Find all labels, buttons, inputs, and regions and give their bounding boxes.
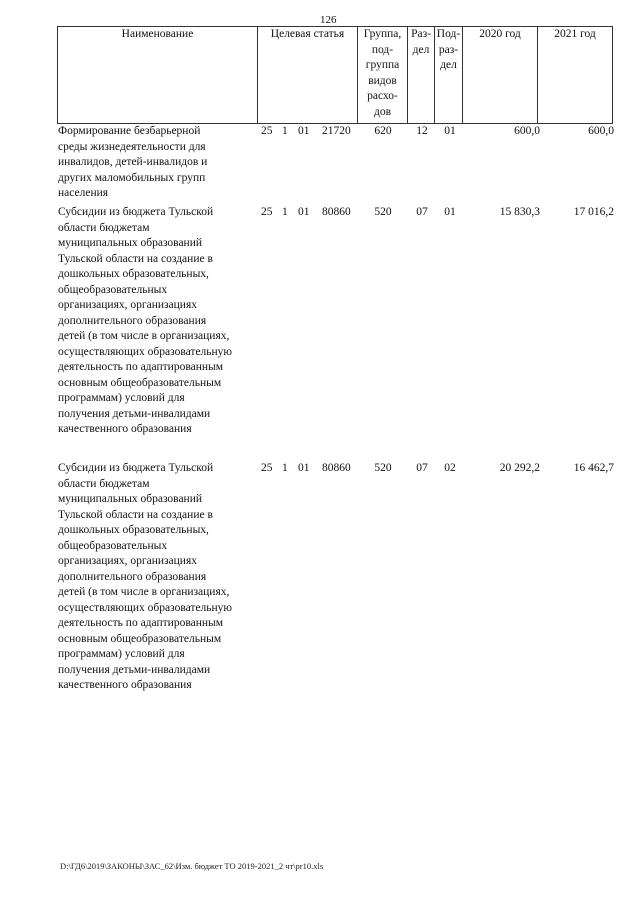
row-name-line: получения детьми-инвалидами <box>58 407 211 420</box>
row-name-line: осуществляющих образовательную <box>58 601 233 614</box>
header-group-line: дов <box>373 105 392 118</box>
header-subsection-line: раз- <box>438 43 459 56</box>
row-name-line: других маломобильных групп <box>58 171 206 184</box>
row-section: 07 <box>416 462 428 474</box>
row-value-2021: 17 016,2 <box>573 206 614 218</box>
row-name-line: детей (в том числе в организациях, <box>58 330 230 342</box>
row-subsection: 02 <box>444 462 456 474</box>
header-target <box>257 27 357 123</box>
header-section-line: Раз- <box>411 28 431 40</box>
row-name-line: инвалидов, детей-инвалидов и <box>58 156 208 168</box>
row-value-2020: 15 830,3 <box>499 206 540 218</box>
header-group <box>357 27 407 123</box>
row-name-line: муниципальных образований <box>58 493 203 505</box>
page-number: 126 <box>320 14 337 26</box>
row-target-program: 25 <box>261 462 273 474</box>
header-subsection-line: дел <box>440 59 457 71</box>
header-subsection <box>434 27 462 123</box>
header-group-line: под- <box>371 43 394 56</box>
row-subsection: 01 <box>444 125 456 137</box>
header-2020 <box>462 27 537 123</box>
row-name <box>58 461 266 694</box>
header-2020-label: 2020 год <box>479 28 521 40</box>
row-target-subprogram: 1 <box>282 206 288 218</box>
row-name-line: дополнительного образования <box>58 314 207 327</box>
row-name-line: Формирование безбарьерной <box>58 125 201 137</box>
row-target-subprogram: 1 <box>282 125 288 137</box>
row-subsection: 01 <box>444 206 456 218</box>
header-group-line: Группа, <box>363 28 402 40</box>
row-name-line: дошкольных образовательных, <box>58 524 209 536</box>
row-target-event: 01 <box>298 462 310 474</box>
row-name-line: деятельность по адаптированным <box>58 361 224 373</box>
row-name-line: муниципальных образований <box>58 237 203 249</box>
row-target-event: 01 <box>298 206 310 218</box>
row-target-subprogram: 1 <box>282 462 288 474</box>
row-target-code: 80860 <box>322 206 351 218</box>
row-value-2020: 600,0 <box>514 125 540 137</box>
row-section: 12 <box>416 125 428 137</box>
header-group-line: группа <box>365 59 400 71</box>
header-name <box>57 27 257 123</box>
row-name-line: дошкольных образовательных, <box>58 268 209 280</box>
row-name-line: осуществляющих образовательную <box>58 345 233 358</box>
row-value-2021: 16 462,7 <box>573 462 614 474</box>
row-target-code: 80860 <box>322 462 351 474</box>
row-name-line: программам) условий для <box>58 648 185 660</box>
row-name-line: качественного образования <box>58 679 192 691</box>
row-target-program: 25 <box>261 125 273 137</box>
header-group-line: видов <box>368 74 397 87</box>
header-group-line: расхо- <box>367 90 398 102</box>
row-name-line: деятельность по адаптированным <box>58 617 224 629</box>
header-subsection-line: Под- <box>436 28 461 40</box>
row-target-event: 01 <box>298 125 310 137</box>
row-name-line: области бюджетам <box>58 221 150 234</box>
row-name <box>58 124 266 202</box>
row-name-line: среды жизнедеятельности для <box>58 140 206 153</box>
row-name-line: Субсидии из бюджета Тульской <box>58 462 214 474</box>
row-name-line: общеобразовательных <box>58 283 168 296</box>
row-name-line: программам) условий для <box>58 392 185 404</box>
row-name-line: организациях, организациях <box>58 299 197 311</box>
row-name-line: основным общеобразовательным <box>58 632 222 645</box>
row-target-program: 25 <box>261 206 273 218</box>
row-target-code: 21720 <box>322 125 351 137</box>
row-name-line: области бюджетам <box>58 477 150 490</box>
row-name-line: детей (в том числе в организациях, <box>58 586 230 598</box>
row-name-line: Тульской области на создание в <box>58 508 213 521</box>
row-name-line: общеобразовательных <box>58 539 168 552</box>
row-value-2020: 20 292,2 <box>499 462 540 474</box>
row-name-line: дополнительного образования <box>58 570 207 583</box>
row-name-line: населения <box>58 187 109 199</box>
header-section <box>407 27 434 123</box>
row-name-line: основным общеобразовательным <box>58 376 222 389</box>
row-name-line: качественного образования <box>58 423 192 435</box>
row-group: 520 <box>374 206 392 218</box>
header-section-line: дел <box>412 43 430 56</box>
file-path-footer: D:\ГД6\2019\ЗАКОНЫ\ЗАС_62\Изм. бюджет ТО 2019-2021_2 чт\pr10.xls <box>60 861 324 871</box>
row-group: 520 <box>374 462 392 474</box>
row-name <box>58 205 266 438</box>
row-name-line: получения детьми-инвалидами <box>58 663 211 676</box>
row-name-line: организациях, организациях <box>58 555 197 567</box>
table-header <box>57 26 613 124</box>
row-section: 07 <box>416 206 428 218</box>
header-name-label: Наименование <box>121 28 194 40</box>
row-group: 620 <box>374 125 392 137</box>
row-name-line: Субсидии из бюджета Тульской <box>58 206 214 218</box>
row-name-line: Тульской области на создание в <box>58 252 213 265</box>
header-2021 <box>537 27 613 123</box>
header-2021-label: 2021 год <box>554 28 596 40</box>
row-value-2021: 600,0 <box>588 125 614 137</box>
header-target-label: Целевая статья <box>270 28 345 40</box>
